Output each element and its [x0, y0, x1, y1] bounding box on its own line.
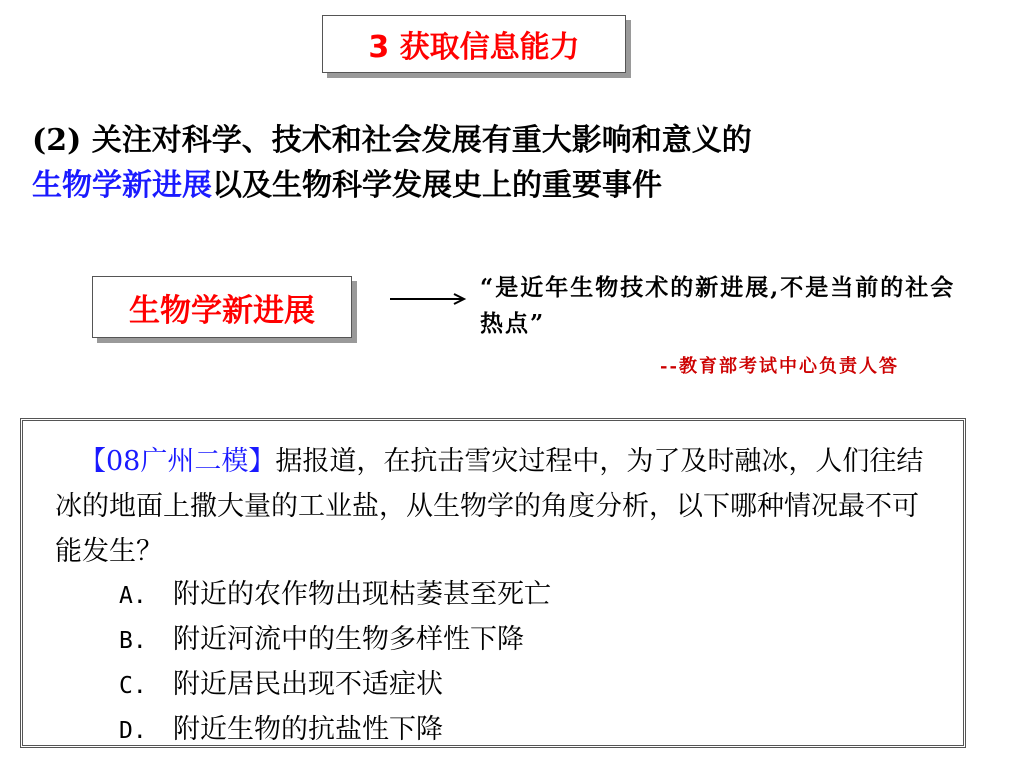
option-letter: B. — [119, 628, 147, 654]
question-stem — [55, 439, 945, 574]
option-text: 附近居民出现不适症状 — [173, 669, 443, 700]
intro-suffix: 以及生物科学发展史上的重要事件 — [212, 168, 662, 203]
intro-paragraph — [32, 118, 1002, 208]
option-text: 附近河流中的生物多样性下降 — [173, 624, 524, 655]
quote-source: --教育部考试中心负责人答 — [660, 356, 899, 377]
question-source: 【08广州二模】 — [79, 446, 276, 477]
option-a — [119, 573, 551, 618]
quote-text: “是近年生物技术的新进展,不是当前的社会热点” — [480, 274, 956, 337]
option-text: 附近的农作物出现枯萎甚至死亡 — [173, 579, 551, 610]
right-arrow-icon — [390, 291, 470, 307]
question-box — [20, 418, 966, 748]
topic-tag: 生物学新进展 — [129, 292, 315, 329]
option-letter: C. — [119, 673, 147, 699]
intro-highlight: 生物学新进展 — [32, 168, 212, 203]
options-list — [119, 573, 551, 753]
option-c — [119, 663, 551, 708]
slide-title-box — [322, 15, 626, 73]
question-stem-text: 据报道，在抗击雪灾过程中，为了及时融冰，人们往结冰的地面上撒大量的工业盐，从生物学的角度分析，以下哪种情况最不可能发生？ — [55, 446, 924, 567]
slide-title: 3 获取信息能力 — [368, 30, 580, 65]
option-letter: A. — [119, 583, 147, 609]
topic-tag-box — [92, 276, 352, 338]
option-letter: D. — [119, 718, 147, 744]
option-d — [119, 708, 551, 753]
option-b — [119, 618, 551, 663]
option-text: 附近生物的抗盐性下降 — [173, 714, 443, 745]
intro-prefix: (2) 关注对科学、技术和社会发展有重大影响和意义的 — [32, 123, 752, 158]
